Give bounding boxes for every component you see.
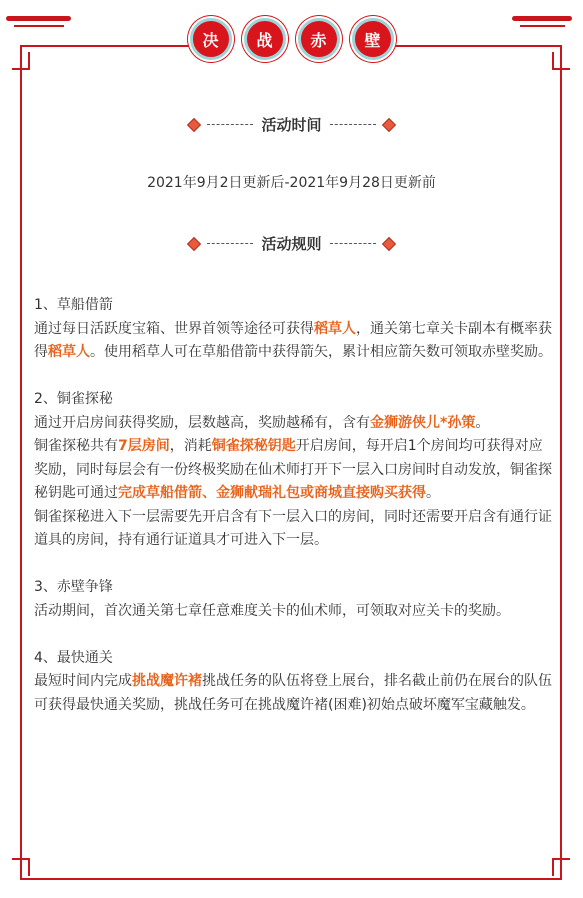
diamond-icon [381,236,395,250]
highlight-text: 铜雀探秘钥匙 [211,438,296,454]
frame-bottom [20,878,562,880]
section-heading-rules [0,233,583,254]
section-heading-time [0,114,583,135]
highlight-text: 稻草人 [314,320,356,337]
title-char: 战 [256,30,273,50]
corner-bottom-left [12,858,30,876]
rule-text: 通过开启房间获得奖励，层数越高，奖励越稀有，含有 [34,414,370,431]
section-title: 活动规则 [261,235,322,253]
rule-title: 3、赤壁争锋 [34,579,113,595]
dashed-divider [207,243,253,244]
rule-text: ，通关第七章关卡副本有概率获得 [34,320,552,360]
highlight-text: 金狮游侠儿*孙策 [370,414,476,431]
diamond-icon [187,236,201,250]
corner-bottom-right [552,858,570,876]
rule-text: ，消耗 [169,438,212,454]
title-char: 决 [202,30,219,50]
title-badge [352,18,394,60]
rule-title: 2、铜雀探秘 [34,391,113,407]
rule-text: 。 [475,414,490,431]
rule-text: 。 [426,485,440,501]
dashed-divider [207,124,253,125]
frame-right [560,45,562,880]
rule-paragraph [34,670,554,717]
rule-text: 。使用稻草人可在草船借箭中获得箭矢，累计相应箭矢数可领取赤壁奖励。 [90,344,552,360]
diamond-icon [381,117,395,131]
rule-paragraph: 铜雀探秘进入下一层需要先开启含有下一层入口的房间，同时还需要开启含有通行证道具的房间，持有通行证道具才可进入下一层。 [34,508,552,548]
dashed-divider [330,124,376,125]
highlight-text: 7层房间 [118,438,170,454]
page-title [0,18,583,60]
diamond-icon [187,117,201,131]
rule-title: 1、草船借箭 [34,297,113,313]
title-badge [244,18,286,60]
section-title: 活动时间 [261,116,322,134]
rule-paragraph: 活动期间，首次通关第七章任意难度关卡的仙术师，可领取对应关卡的奖励。 [34,602,510,619]
rule-paragraph [34,435,554,506]
frame-left [20,45,22,880]
activity-date: 2021年9月2日更新后-2021年9月28日更新前 [147,175,436,191]
title-char: 壁 [364,30,381,50]
highlight-text: 完成草船借箭、金狮献瑞礼包或商城直接购买获得 [118,485,426,501]
rule-text: 开启房间，每开启1个房间均可获得对应奖励，同时每层会有一份终极奖励在仙术师打开下一层入口房间时自动发放，铜雀探秘钥匙可通过 [34,438,552,501]
rule-text: 通过每日活跃度宝箱、世界首领等途径可获得 [34,320,314,337]
highlight-text: 稻草人 [48,344,90,360]
highlight-text: 挑战魔许褚 [132,673,202,689]
rule-paragraph [34,412,554,436]
title-char: 赤 [310,30,327,50]
rule-text: 铜雀探秘共有 [34,438,118,454]
rule-text: 最短时间内完成 [34,673,132,689]
rule-text: 挑战任务的队伍将登上展台，排名截止前仍在展台的队伍可获得最快通关奖励，挑战任务可在挑战魔许褚(困难)初始点破坏魔军宝藏触发。 [34,673,552,713]
rule-paragraph [34,318,554,365]
dashed-divider [330,243,376,244]
title-badge [190,18,232,60]
rules-content [34,294,554,717]
rule-title: 4、最快通关 [34,649,113,666]
title-badge [298,18,340,60]
